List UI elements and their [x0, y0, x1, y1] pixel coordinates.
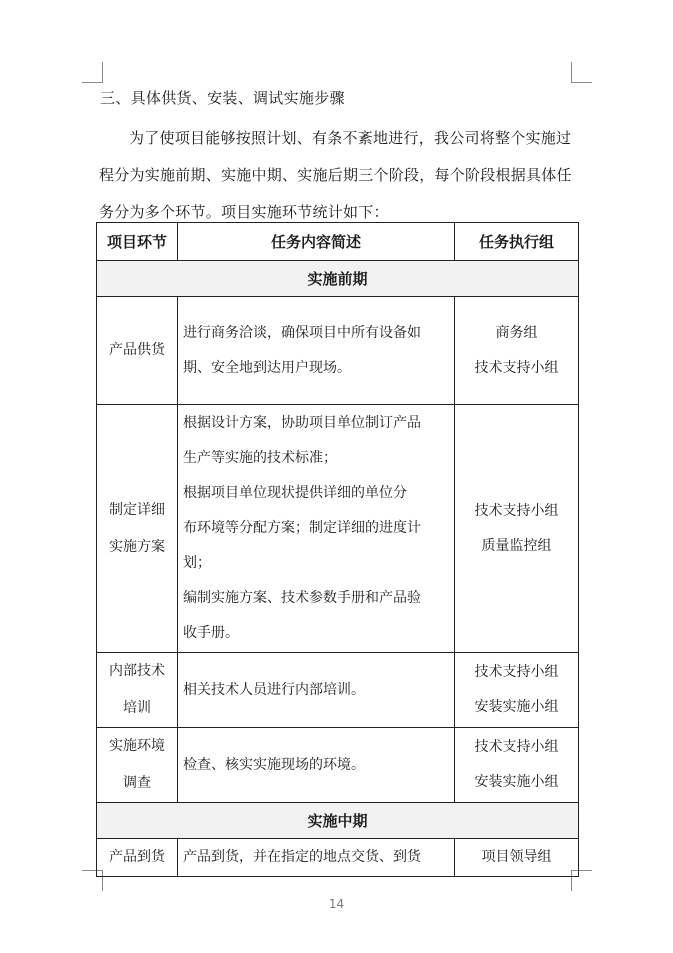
task-cell: 根据设计方案，协助项目单位制订产品 生产等实施的技术标准； 根据项目单位现状提供详细的单位分 布环境等分配方案；制定详细的进度计 划； 编制实施方案、技术参数手册和产品验 收手册。	[178, 405, 455, 653]
header-task: 任务内容简述	[178, 223, 455, 261]
stage-cell: 实施环境 调查	[97, 728, 178, 803]
task-cell: 产品到货，并在指定的地点交货、到货	[178, 839, 455, 877]
task-cell: 检查、核实实施现场的环境。	[178, 728, 455, 803]
task-cell: 相关技术人员进行内部培训。	[178, 653, 455, 728]
phase-label: 实施前期	[97, 261, 579, 297]
phase-row-pre	[97, 261, 579, 297]
phase-label: 实施中期	[97, 803, 579, 839]
group-cell: 项目领导组	[455, 839, 579, 877]
table-header-row	[97, 223, 579, 261]
header-group: 任务执行组	[455, 223, 579, 261]
crop-mark-top-left	[82, 62, 103, 83]
stage-cell: 制定详细 实施方案	[97, 405, 178, 653]
stage-cell: 产品供货	[97, 297, 178, 405]
table-row	[97, 728, 579, 803]
table-row	[97, 653, 579, 728]
stage-cell: 产品到货	[97, 839, 178, 877]
group-cell: 技术支持小组 安装实施小组	[455, 728, 579, 803]
task-cell: 进行商务洽谈，确保项目中所有设备如 期、安全地到达用户现场。	[178, 297, 455, 405]
table-row	[97, 405, 579, 653]
table-row	[97, 839, 579, 877]
group-cell: 商务组 技术支持小组	[455, 297, 579, 405]
stage-cell: 内部技术 培训	[97, 653, 178, 728]
table-row	[97, 297, 579, 405]
implementation-table	[96, 222, 579, 877]
crop-mark-top-right	[571, 62, 592, 83]
phase-row-mid	[97, 803, 579, 839]
section-heading: 三、具体供货、安装、调试实施步骤	[100, 89, 345, 107]
group-cell: 技术支持小组 质量监控组	[455, 405, 579, 653]
intro-paragraph: 为了使项目能够按照计划、有条不紊地进行，我公司将整个实施过程分为实施前期、实施中期、实施后期三个阶段，每个阶段根据具体任务分为多个环节。项目实施环节统计如下：	[99, 129, 572, 221]
group-cell: 技术支持小组 安装实施小组	[455, 653, 579, 728]
header-stage: 项目环节	[97, 223, 178, 261]
page-number: 14	[328, 897, 345, 911]
